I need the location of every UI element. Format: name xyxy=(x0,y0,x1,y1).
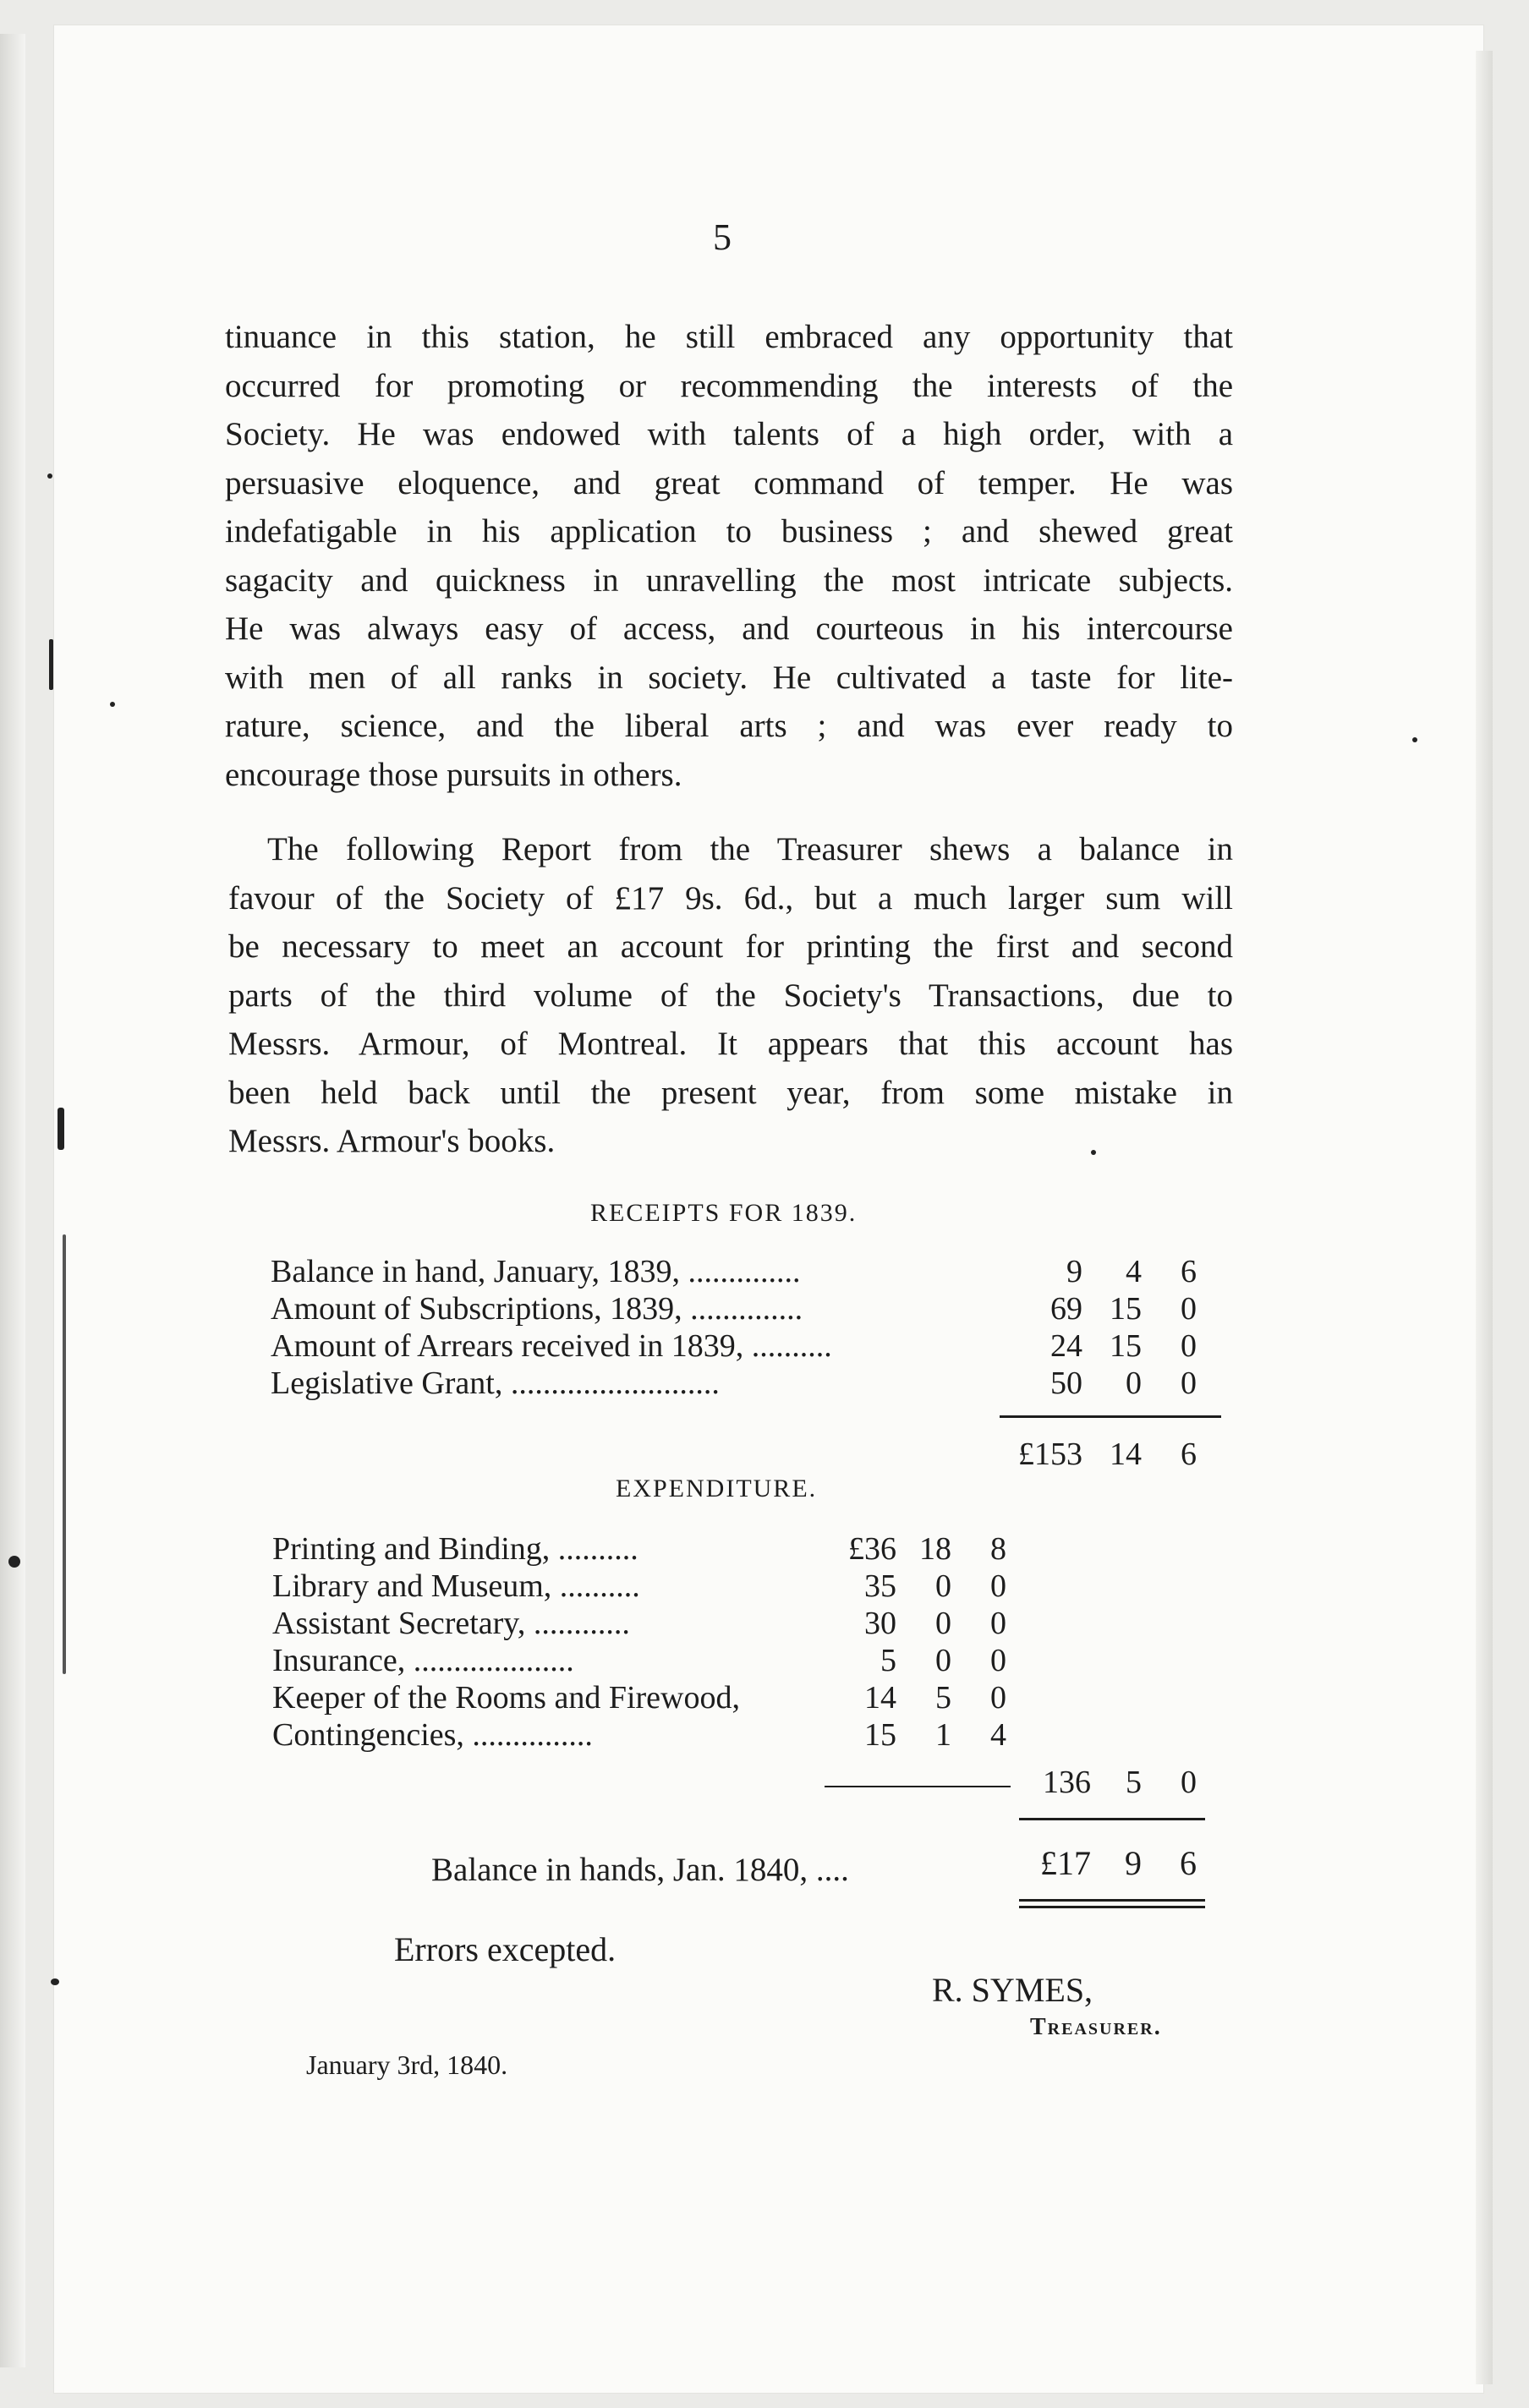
pence-value: 6 xyxy=(1181,1254,1197,1289)
scan-speck xyxy=(51,1978,59,1985)
text-line: with men of all ranks in society. He cultivated a taste for lite- xyxy=(225,659,1233,696)
expenditure-heading: EXPENDITURE. xyxy=(616,1475,818,1502)
pounds-value: 5 xyxy=(880,1643,896,1678)
sum-rule xyxy=(1019,1818,1205,1820)
text-line: Messrs. Armour, of Montreal. It appears that this account has xyxy=(228,1026,1233,1062)
text-line: Messrs. Armour's books. xyxy=(228,1123,556,1159)
text-line: occurred for promoting or recommending the interests of the xyxy=(225,367,1233,404)
pence-value: 0 xyxy=(1181,1328,1197,1364)
shillings-value: 0 xyxy=(935,1643,951,1678)
scan-mark xyxy=(58,1108,64,1150)
page-number: 5 xyxy=(713,216,732,258)
treasurer-signature: R. SYMES, xyxy=(932,1971,1093,2009)
report-date: January 3rd, 1840. xyxy=(306,2050,508,2080)
text-line: indefatigable in his application to business ; and shewed great xyxy=(225,513,1233,550)
row-label: Library and Museum, .......... xyxy=(272,1568,640,1604)
text-line: be necessary to meet an account for printing the first and second xyxy=(228,928,1233,965)
pounds-value: 24 xyxy=(1050,1328,1082,1364)
treasurer-title: Treasurer. xyxy=(1030,2014,1162,2040)
pence-value: 0 xyxy=(990,1606,1006,1641)
row-label: Balance in hand, January, 1839, .............. xyxy=(271,1254,801,1289)
row-label: Contingencies, ............... xyxy=(272,1717,593,1753)
text-line: tinuance in this station, he still embraced any opportunity that xyxy=(225,319,1233,355)
sum-rule xyxy=(825,1786,1011,1787)
text-line: encourage those pursuits in others. xyxy=(225,756,682,793)
shillings-value: 18 xyxy=(919,1531,951,1567)
shillings-value: 15 xyxy=(1110,1291,1142,1327)
pounds-value: 50 xyxy=(1050,1365,1082,1401)
text-line: Society. He was endowed with talents of a high order, with a xyxy=(225,416,1233,452)
receipts-total-pounds: £153 xyxy=(1018,1437,1082,1472)
shillings-value: 1 xyxy=(935,1717,951,1753)
receipts-total-shillings: 14 xyxy=(1110,1437,1142,1472)
scan-speck xyxy=(1412,737,1417,742)
pounds-value: 15 xyxy=(864,1717,896,1753)
row-label: Amount of Arrears received in 1839, .......... xyxy=(271,1328,832,1364)
pounds-value: 30 xyxy=(864,1606,896,1641)
sum-rule xyxy=(1000,1415,1221,1418)
text-line: persuasive eloquence, and great command of temper. He was xyxy=(225,464,1233,501)
expenditure-total-pounds: 136 xyxy=(1043,1765,1091,1800)
row-label: Assistant Secretary, ............ xyxy=(272,1606,630,1641)
text-line: been held back until the present year, from some mistake in xyxy=(228,1074,1233,1111)
pence-value: 0 xyxy=(1181,1291,1197,1327)
balance-pence: 6 xyxy=(1180,1844,1197,1882)
page-edge xyxy=(1476,51,1493,2384)
scan-speck xyxy=(1091,1150,1096,1155)
double-rule xyxy=(1019,1899,1205,1902)
balance-label: Balance in hands, Jan. 1840, .... xyxy=(431,1852,849,1888)
balance-pounds: £17 xyxy=(1040,1844,1091,1882)
pence-value: 0 xyxy=(990,1680,1006,1716)
pence-value: 0 xyxy=(990,1643,1006,1678)
pence-value: 0 xyxy=(990,1568,1006,1604)
receipts-total-pence: 6 xyxy=(1181,1437,1197,1472)
shillings-value: 0 xyxy=(935,1568,951,1604)
receipts-heading: RECEIPTS FOR 1839. xyxy=(590,1199,858,1227)
binding-shadow xyxy=(0,34,25,2367)
row-label: Legislative Grant, .......................... xyxy=(271,1365,720,1401)
expenditure-total-pence: 0 xyxy=(1181,1765,1197,1800)
pounds-value: 14 xyxy=(864,1680,896,1716)
shillings-value: 15 xyxy=(1110,1328,1142,1364)
pounds-value: 69 xyxy=(1050,1291,1082,1327)
scan-speck xyxy=(47,473,52,479)
pounds-value: £36 xyxy=(848,1531,896,1567)
pence-value: 0 xyxy=(1181,1365,1197,1401)
row-label: Insurance, .................... xyxy=(272,1643,574,1678)
balance-shillings: 9 xyxy=(1125,1844,1142,1882)
shillings-value: 5 xyxy=(935,1680,951,1716)
paragraph-1 xyxy=(225,313,1233,799)
scan-mark xyxy=(49,639,53,690)
row-label: Amount of Subscriptions, 1839, .............. xyxy=(271,1291,803,1327)
shillings-value: 0 xyxy=(1126,1365,1142,1401)
row-label: Printing and Binding, .......... xyxy=(272,1531,638,1567)
pounds-value: 35 xyxy=(864,1568,896,1604)
double-rule xyxy=(1019,1906,1205,1908)
shillings-value: 0 xyxy=(935,1606,951,1641)
text-line: He was always easy of access, and courteous in his intercourse xyxy=(225,610,1233,647)
scan-speck xyxy=(110,702,115,707)
text-line: The following Report from the Treasurer shews a balance in xyxy=(267,831,1233,867)
shillings-value: 4 xyxy=(1126,1254,1142,1289)
row-label: Keeper of the Rooms and Firewood, xyxy=(272,1680,740,1716)
scan-speck xyxy=(8,1556,20,1568)
text-line: rature, science, and the liberal arts ; and was ever ready to xyxy=(225,708,1233,744)
scan-mark xyxy=(63,1234,66,1674)
errors-excepted: Errors excepted. xyxy=(394,1930,617,1968)
pence-value: 4 xyxy=(990,1717,1006,1753)
text-line: parts of the third volume of the Society's Transactions, due to xyxy=(228,977,1233,1014)
paragraph-2 xyxy=(228,825,1233,1166)
expenditure-total-shillings: 5 xyxy=(1126,1765,1142,1800)
text-line: sagacity and quickness in unravelling the most intricate subjects. xyxy=(225,561,1233,599)
pounds-value: 9 xyxy=(1066,1254,1082,1289)
text-line: favour of the Society of £17 9s. 6d., but a much larger sum will xyxy=(228,879,1233,917)
pence-value: 8 xyxy=(990,1531,1006,1567)
